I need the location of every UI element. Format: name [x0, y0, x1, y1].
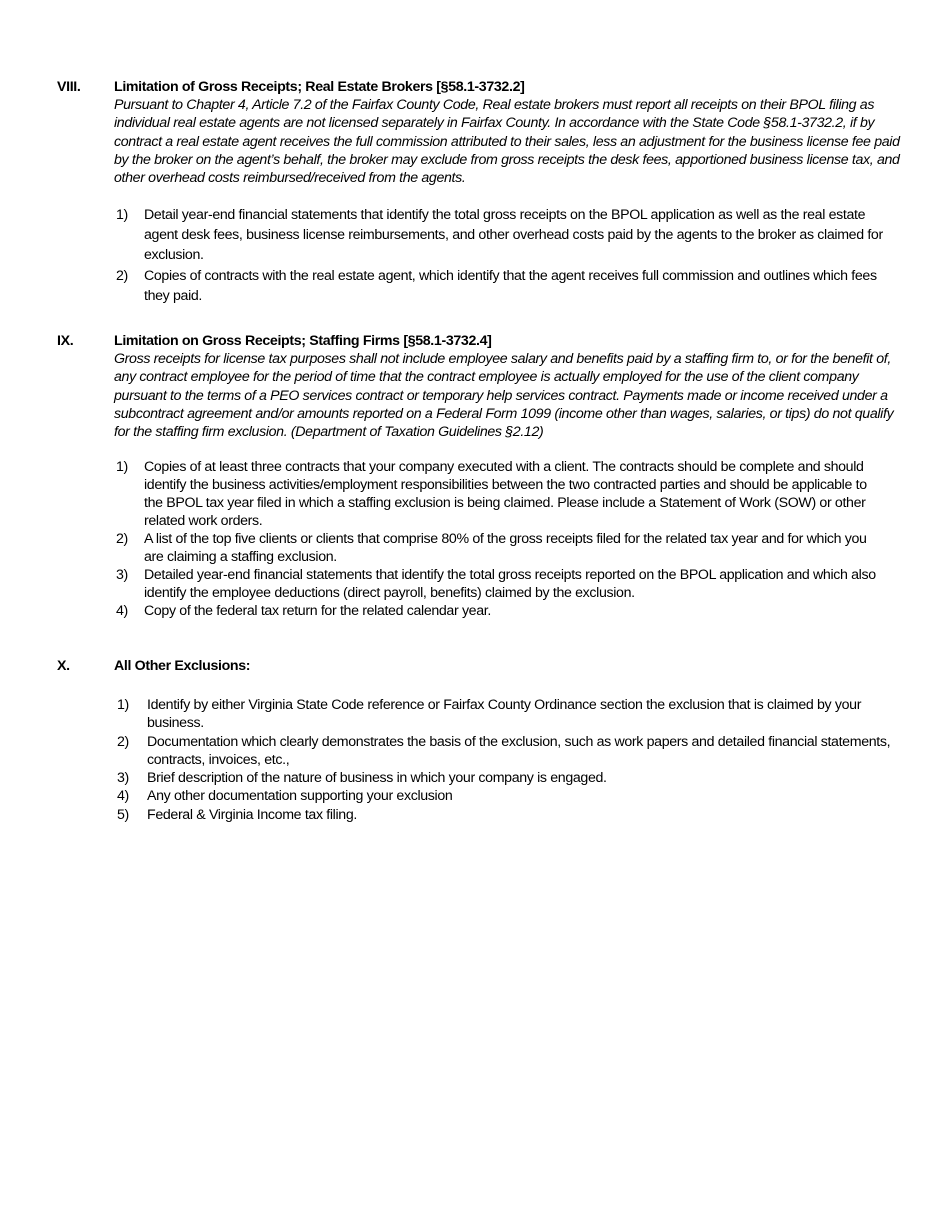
list-item-text: Copies of contracts with the real estate agent, which identify that the agent receives full commission and outlines which fees they paid. [144, 268, 877, 305]
list-item-text: Detailed year-end financial statements that identify the total gross receipts reported on the BPOL application and which also identify the employee deductions (direct payroll, benefits) claimed by the exclusion. [144, 566, 876, 601]
list-item [116, 205, 891, 265]
list-item-text: Identify by either Virginia State Code reference or Fairfax County Ordinance section the exclusion that is claimed by your business. [147, 697, 862, 732]
list-item-number: 3) [117, 770, 129, 787]
list-item-text: Documentation which clearly demonstrates the basis of the exclusion, such as work papers and detailed financial statements, contracts, invoices, etc., [147, 733, 891, 768]
section-real-estate-brokers [57, 78, 902, 307]
list-item [116, 531, 876, 567]
list-item-text: Copy of the federal tax return for the related calendar year. [144, 602, 491, 619]
list-item-number: 1) [116, 207, 128, 224]
section-title: Limitation on Gross Receipts; Staffing Firms [§58.1-3732.4] [114, 333, 492, 349]
list-item [117, 769, 892, 787]
section-intro-text: Pursuant to Chapter 4, Article 7.2 of the Fairfax County Code, Real estate brokers must report all receipts on their BPOL filing as individual real estate agents are not licensed separately in Fairfax County. In accordance with the State Code §58.1-3732.2, if by contract a real estate agent receives the full commission attributed to their sales, less an adjustment for the business license fee paid by the broker on the agent’s behalf, the broker may exclude from gross receipts the desk fees, apportioned business license tax, and other overhead costs reimbursed/received from the agents. [114, 97, 900, 187]
list-item [117, 787, 892, 805]
section-heading [57, 332, 902, 350]
list-item [116, 603, 876, 621]
list-item [116, 459, 876, 531]
list-item-number: 2) [116, 268, 128, 285]
list-item-text: Brief description of the nature of business in which your company is engaged. [147, 770, 607, 787]
list-item-number: 1) [117, 697, 129, 713]
list-item-number: 4) [116, 602, 128, 619]
list-item-number: 4) [117, 788, 129, 805]
list-item-number: 1) [116, 459, 128, 476]
list-item-number: 3) [116, 566, 128, 583]
list-item-number: 5) [117, 806, 129, 823]
section-number: IX. [57, 333, 74, 349]
section-staffing-firms [57, 332, 902, 621]
section-heading [57, 657, 902, 675]
requirements-list [116, 205, 891, 306]
list-item-text: Federal & Virginia Income tax filing. [147, 806, 357, 823]
section-number: X. [57, 658, 70, 674]
requirements-list [117, 696, 892, 824]
list-item [116, 266, 891, 306]
list-item-text: Detail year-end financial statements that identify the total gross receipts on the BPOL application as well as the real estate agent desk fees, business license reimbursements, and other overhead costs paid by the agents to the broker as claimed for exclusion. [144, 207, 883, 264]
section-title: Limitation of Gross Receipts; Real Estate Brokers [§58.1-3732.2] [114, 79, 525, 95]
section-intro-text: Gross receipts for license tax purposes shall not include employee salary and benefits paid by a staffing firm to, or for the benefit of, any contract employee for the period of time that the contract employee is actually employed for the use of the client company pursuant to the terms of a PEO services contract or temporary help services contract. Payments made or income received under a subcontract agreement and/or amounts reported on a Federal Form 1099 (income other than wages, salaries, or tips) do not qualify for the staffing firm exclusion. (Department of Taxation Guidelines §2.12) [114, 351, 894, 441]
list-item [117, 733, 892, 770]
list-item [116, 567, 876, 603]
section-title: All Other Exclusions: [114, 658, 251, 674]
section-number: VIII. [57, 79, 81, 95]
list-item-number: 2) [117, 733, 129, 750]
section-heading [57, 78, 902, 96]
list-item-text: A list of the top five clients or clients that comprise 80% of the gross receipts filed for the related tax year and for which you are claiming a staffing exclusion. [144, 531, 867, 566]
list-item [117, 696, 892, 733]
list-item [117, 806, 892, 824]
list-item-text: Copies of at least three contracts that your company executed with a client. The contracts should be complete and should identify the business activities/employment responsibilities between the two contracted parties and should be applicable to the BPOL tax year filed in which a staffing exclusion is being claimed. Please include a Statement of Work (SOW) or other related work orders. [144, 459, 867, 530]
requirements-list [116, 459, 876, 620]
list-item-number: 2) [116, 531, 128, 548]
section-other-exclusions [57, 657, 902, 824]
list-item-text: Any other documentation supporting your exclusion [147, 788, 453, 805]
